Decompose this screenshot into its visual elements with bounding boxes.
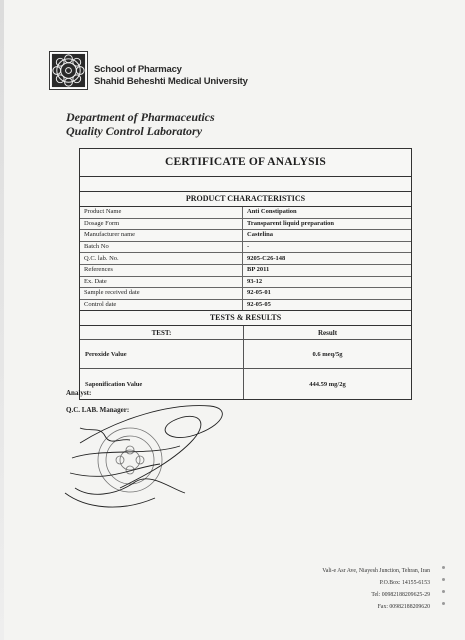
- street-address: Vali-e Asr Ave, Niayesh Junction, Tehran, Iran: [322, 568, 430, 574]
- table-row: [80, 218, 411, 230]
- table-row: [80, 264, 411, 276]
- tests-results-heading: TESTS & RESULTS: [80, 310, 411, 326]
- row-value: 93-12: [243, 276, 412, 288]
- row-label: Dosage Form: [80, 218, 243, 230]
- row-label: Ex. Date: [80, 276, 243, 288]
- table-row: [80, 241, 411, 253]
- tests-table: [80, 326, 411, 399]
- test-result: 0.6 meq/5g: [244, 340, 412, 369]
- row-label: Sample received date: [80, 288, 243, 300]
- table-row: [80, 230, 411, 242]
- row-label: References: [80, 264, 243, 276]
- product-table: [80, 207, 411, 310]
- row-value: 92-05-01: [243, 288, 412, 300]
- table-row: [80, 299, 411, 310]
- lab-name: Quality Control Laboratory: [66, 124, 203, 138]
- row-value: Transparent liquid preparation: [243, 218, 412, 230]
- test-column-header: TEST:: [80, 326, 244, 340]
- result-column-header: Result: [244, 326, 412, 340]
- row-value: 9205-C26-148: [243, 253, 412, 265]
- row-label: Product Name: [80, 207, 243, 218]
- bullet-icon: [442, 602, 445, 605]
- department-name: Department of Pharmaceutics: [66, 110, 215, 124]
- row-label: Manufacturer name: [80, 230, 243, 242]
- official-stamp-icon: [98, 428, 162, 492]
- test-name: Peroxide Value: [80, 340, 244, 369]
- university-logo-icon: [49, 51, 88, 90]
- analyst-label: Analyst:: [66, 389, 92, 397]
- signature-and-stamp: [60, 398, 240, 518]
- row-value: BP 2011: [243, 264, 412, 276]
- table-row: [80, 253, 411, 265]
- tests-header-row: [80, 326, 411, 340]
- university-name: Shahid Beheshti Medical University: [94, 76, 248, 87]
- table-row: [80, 369, 411, 400]
- row-value: Castelina: [243, 230, 412, 242]
- institution-name: [94, 64, 248, 88]
- department-heading: [66, 110, 215, 138]
- bullet-icon: [442, 566, 445, 569]
- row-value: 92-05-05: [247, 301, 271, 309]
- certificate-title: CERTIFICATE OF ANALYSIS: [80, 149, 411, 177]
- test-result: 444.59 mg/2g: [309, 380, 346, 388]
- table-row: [80, 276, 411, 288]
- row-label: Q.C. lab. No.: [80, 253, 243, 265]
- test-name: Saponification Value: [80, 369, 244, 400]
- bullet-icon: [442, 578, 445, 581]
- address-bullets: [442, 566, 446, 614]
- certificate-box: [79, 148, 412, 400]
- row-label: Control date: [80, 299, 243, 310]
- school-name: School of Pharmacy: [94, 64, 182, 75]
- po-box: P.O.Box: 14155-6153: [379, 580, 430, 586]
- row-value: Anti Constipation: [243, 207, 412, 218]
- manager-signature-icon: [65, 406, 222, 507]
- row-value: -: [243, 241, 412, 253]
- telephone: Tel: 00982188209625-29: [371, 592, 430, 598]
- certificate-spacer: [80, 177, 411, 192]
- page-edge: [0, 0, 4, 640]
- row-label: Batch No: [80, 241, 243, 253]
- bullet-icon: [442, 590, 445, 593]
- table-row: [80, 340, 411, 369]
- table-row: [80, 288, 411, 300]
- fax: Fax: 00982188209620: [377, 604, 430, 610]
- product-characteristics-heading: PRODUCT CHARACTERISTICS: [80, 192, 411, 207]
- manager-label: Q.C. LAB. Manager:: [66, 406, 130, 414]
- table-row: [80, 207, 411, 218]
- contact-address: [270, 565, 430, 613]
